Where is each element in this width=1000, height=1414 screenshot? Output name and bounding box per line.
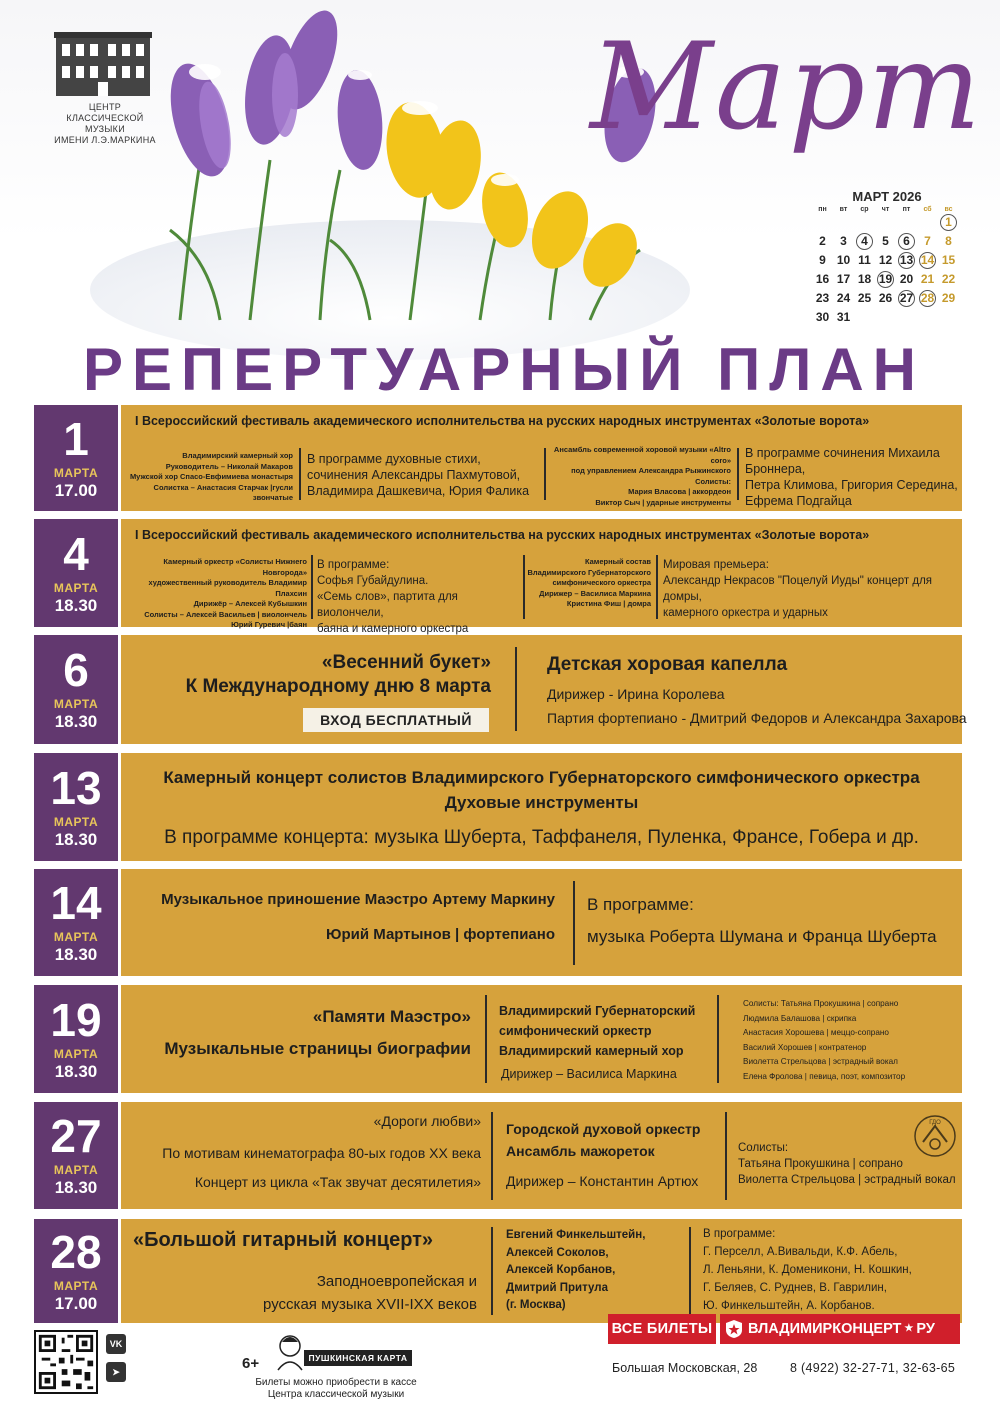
calendar-day-number: 17 <box>836 272 851 286</box>
divider <box>491 1112 493 1200</box>
event-title: «Весенний букет» <box>321 652 491 673</box>
event-time: 18.30 <box>54 595 98 615</box>
performer-line: художественный руководитель Владимир Плахсин <box>148 578 307 598</box>
ensemble-line: Ансамбль мажореток <box>506 1143 655 1159</box>
event-row <box>34 869 962 976</box>
event-time: 18.30 <box>54 1061 98 1081</box>
phone: 8 (4922) 32-27-71, 32-63-65 <box>790 1361 956 1375</box>
conductor: Дирижер – Василиса Маркина <box>501 1067 677 1081</box>
performer-line: Алексей Соколов, <box>506 1246 609 1259</box>
calendar-weekday: вт <box>839 206 848 213</box>
soloist-line: Людмила Балашова | скрипка <box>743 1013 857 1023</box>
divider <box>689 1227 691 1315</box>
calendar-day-number: 1 <box>940 214 957 231</box>
calendar-day-number: 8 <box>945 234 952 248</box>
performer-line: под управлением Александра Рыжинского <box>571 466 731 475</box>
event-content <box>121 635 967 744</box>
orchestra-emblem-icon <box>911 1112 959 1160</box>
ensembles <box>499 1001 699 1061</box>
calendar-day-number: 16 <box>815 272 830 286</box>
event-day: 19 <box>50 993 102 1046</box>
performer-line: Владимирского Губернаторского <box>527 567 651 577</box>
calendar-day-number: 3 <box>840 234 847 248</box>
divider <box>717 995 719 1083</box>
calendar-day <box>812 289 833 308</box>
tickets-banner[interactable] <box>608 1314 960 1344</box>
program-line: Г. Перселл, А.Вивальди, К.Ф. Абель, <box>703 1246 898 1258</box>
soloist-line: Василий Хорошев | контратенор <box>743 1042 867 1052</box>
calendar-day <box>875 289 896 308</box>
qr-code-icon[interactable] <box>34 1330 98 1394</box>
conductor: Дирижер - Ирина Королева <box>547 686 725 702</box>
calendar-day-number: 22 <box>941 272 956 286</box>
program-line: Владимира Дашкевича, Юрия Фалика <box>307 484 530 498</box>
calendar-day <box>833 213 854 232</box>
calendar-title: МАРТ 2026 <box>852 189 922 204</box>
calendar-day <box>917 251 938 270</box>
calendar-day <box>938 289 959 308</box>
left-program <box>307 451 537 499</box>
soloist-line: Татьяна Прокушкина | сопрано <box>738 1158 903 1170</box>
crocus-flowers-image <box>110 0 670 340</box>
site-domain: РУ <box>916 1321 935 1337</box>
calendar-day-number: 7 <box>924 234 931 248</box>
event-month: МАРТА <box>53 580 99 595</box>
calendar-day <box>896 213 917 232</box>
program-line: Ю. Финкельштейн, А. Корбанов. <box>703 1300 875 1312</box>
event-date <box>34 869 118 976</box>
event-content <box>121 405 962 511</box>
divider <box>544 448 546 500</box>
event-time: 18.30 <box>54 945 98 964</box>
soloist-line: Солисты: <box>738 1142 789 1154</box>
event-content <box>121 519 962 635</box>
calendar-day-number: 14 <box>920 253 935 267</box>
event-month: МАРТА <box>53 697 99 711</box>
calendar-day <box>938 251 959 270</box>
telegram-icon[interactable]: ➤ <box>106 1362 126 1382</box>
calendar-weekday: чт <box>881 206 890 213</box>
performer-line: Дмитрий Притула <box>506 1281 608 1294</box>
plan-title: РЕПЕРТУАРНЫЙ ПЛАН <box>83 336 925 403</box>
performer-line: Ансамбль современной хоровой музыки «Altro coro» <box>553 445 731 465</box>
festival-header: I Всероссийский фестиваль академического исполнительства на русских народных инструментах «Золотые ворота» <box>135 528 870 542</box>
performer-line: (г. Москва) <box>506 1299 566 1311</box>
event-content <box>121 753 962 861</box>
event-content <box>121 1102 962 1209</box>
calendar-day <box>854 308 875 327</box>
festival-header: I Всероссийский фестиваль академического исполнительства на русских народных инструментах «Золотые ворота» <box>135 414 870 428</box>
calendar-day-number: 19 <box>878 272 893 286</box>
event-row <box>34 405 962 511</box>
event-title: «Большой гитарный концерт» <box>133 1229 434 1251</box>
event-date <box>34 753 118 861</box>
event-month: МАРТА <box>53 1046 99 1061</box>
calendar-day-number: 20 <box>899 272 914 286</box>
piano-part: Партия фортепиано - Дмитрий Федоров и Александра Захарова <box>547 710 967 726</box>
building-icon <box>54 26 152 98</box>
calendar-day-number: 5 <box>882 234 889 248</box>
event-time: 18.30 <box>54 712 98 731</box>
calendar-day <box>938 308 959 327</box>
ensemble-line: Владимирский Губернаторский <box>499 1004 696 1018</box>
calendar-day-number: 11 <box>858 253 871 267</box>
event-program <box>703 1225 963 1315</box>
event-time: 17.00 <box>54 1293 98 1313</box>
program-line: Александр Некрасов "Поцелуй Иуды" концерт для домры, <box>663 575 933 603</box>
program-line: Ефрема Подгайца <box>745 494 852 508</box>
event-date <box>34 405 118 511</box>
divider <box>573 881 575 965</box>
performer-line: Дирижёр – Алексей Кубышкин <box>193 599 307 608</box>
event-title: Музыкальное приношение Маэстро Артему Маркину <box>161 891 555 908</box>
event-subtitle: По мотивам кинематографа 80-ых годов XX века <box>162 1145 481 1161</box>
calendar-day-number: 9 <box>819 253 826 267</box>
calendar-day <box>812 232 833 251</box>
divider <box>656 555 658 619</box>
event-date <box>34 1102 118 1209</box>
star-icon: ★ <box>904 1323 914 1334</box>
pushkin-card-logo <box>264 1328 414 1372</box>
calendar-day <box>875 232 896 251</box>
program-line: Мировая премьера: <box>663 559 769 571</box>
performer-line: Камерный оркестр «Солисты Нижнего Новгорода» <box>163 557 307 577</box>
soloists <box>743 997 963 1084</box>
divider <box>299 448 301 500</box>
calendar-day <box>896 270 917 289</box>
program-label: В программе: <box>587 895 694 914</box>
month-title: Март <box>590 18 984 157</box>
calendar-day <box>875 251 896 270</box>
ensemble-name: Детская хоровая капелла <box>547 654 788 675</box>
event-subtitle: Духовые инструменты <box>444 793 639 812</box>
program-line: «Семь слов», партита для виолончели, <box>317 591 458 619</box>
performer-line: Солисты: <box>695 476 731 486</box>
left-performers <box>127 451 293 504</box>
social-icons <box>106 1334 128 1390</box>
program-line: В программе духовные стихи, <box>307 452 481 466</box>
calendar-day <box>938 270 959 289</box>
event-day: 6 <box>63 644 89 696</box>
event-row <box>34 1219 962 1323</box>
event-day: 1 <box>63 412 89 465</box>
free-entry-badge: ВХОД БЕСПЛАТНЫЙ <box>303 708 489 732</box>
right-performers <box>525 557 651 610</box>
event-day: 28 <box>50 1225 102 1278</box>
calendar-day-number: 13 <box>899 253 914 267</box>
calendar-day <box>875 270 896 289</box>
age-limit: 6+ <box>242 1355 260 1372</box>
divider <box>515 647 517 731</box>
event-title: «Дороги любви» <box>373 1113 481 1129</box>
logo-text <box>50 102 160 146</box>
event-date <box>34 985 118 1093</box>
event-day: 13 <box>50 761 102 814</box>
calendar-day-number: 2 <box>819 234 826 248</box>
event-program: В программе концерта: музыка Шуберта, Таффанеля, Пуленка, Франсе, Гобера и др. <box>164 827 919 848</box>
performer-line: Евгений Финкельштейн, <box>506 1229 646 1241</box>
event-date <box>34 519 118 627</box>
event-row <box>34 1102 962 1209</box>
program-line: В программе: <box>703 1228 776 1240</box>
event-subtitle-2: русская музыка XVII-IXX веков <box>263 1296 477 1313</box>
calendar-day <box>854 232 875 251</box>
calendar-day <box>896 289 917 308</box>
ensemble-line: симфонический оркестр <box>499 1024 652 1038</box>
calendar-day <box>833 232 854 251</box>
calendar-day <box>812 308 833 327</box>
performers <box>506 1227 686 1315</box>
performer-line: Юрий Гуревич |баян <box>231 620 307 629</box>
event-subtitle: К Международному дню 8 марта <box>185 676 491 697</box>
event-month: МАРТА <box>53 814 99 829</box>
soloist-line: Анастасия Хорошева | меццо-сопрано <box>743 1028 889 1037</box>
event-row <box>34 985 962 1093</box>
calendar-day <box>875 308 896 327</box>
calendar-day <box>875 213 896 232</box>
event-title: «Памяти Маэстро» <box>312 1007 471 1026</box>
performer-line: Виктор Сыч | ударные инструменты <box>595 497 731 507</box>
calendar-day <box>917 270 938 289</box>
calendar-day-number: 23 <box>815 291 830 305</box>
pushkin-card-label: ПУШКИНСКАЯ КАРТА <box>304 1350 412 1366</box>
event-day: 27 <box>50 1110 102 1162</box>
calendar-day <box>812 270 833 289</box>
calendar-day <box>917 289 938 308</box>
performer-line: симфонического оркестра <box>552 578 651 587</box>
calendar-day <box>833 270 854 289</box>
event-month: МАРТА <box>53 1278 99 1293</box>
event-day: 14 <box>50 877 102 929</box>
calendar-day-number: 30 <box>815 310 830 324</box>
event-subtitle: Музыкальные страницы биографии <box>164 1039 471 1058</box>
vk-icon[interactable]: VK <box>106 1334 126 1354</box>
soloist-line: Елена Фролова | певица, поэт, композитор <box>743 1071 906 1081</box>
logo <box>50 26 170 146</box>
divider <box>311 555 313 619</box>
event-date <box>34 1219 118 1323</box>
divider <box>725 1112 727 1200</box>
performer-line: Алексей Корбанов, <box>506 1264 616 1276</box>
calendar-day-number: 4 <box>856 233 873 250</box>
site-link[interactable] <box>720 1314 960 1344</box>
calendar-day <box>854 289 875 308</box>
calendar-day <box>854 270 875 289</box>
event-date <box>34 635 118 744</box>
calendar-day <box>938 232 959 251</box>
left-performers <box>127 557 307 631</box>
emblem-text: ГДО <box>929 1120 941 1126</box>
performer: Юрий Мартынов | фортепиано <box>326 926 555 943</box>
calendar-day-number: 27 <box>899 291 914 305</box>
program-line: Г. Беляев, С. Руднев, В. Гаврилин, <box>703 1282 887 1294</box>
divider <box>485 995 487 1083</box>
right-program <box>663 557 963 621</box>
event-title: Камерный концерт солистов Владимирского Губернаторского симфонического оркестра <box>163 768 920 787</box>
event-month: МАРТА <box>53 465 99 480</box>
calendar-day-number: 15 <box>941 253 956 267</box>
event-subtitle: Заподноевропейская и <box>316 1273 477 1290</box>
program-line: сочинения Александры Пахмутовой, <box>307 468 521 482</box>
calendar-day <box>917 308 938 327</box>
calendar-day <box>854 251 875 270</box>
event-row <box>34 635 967 744</box>
performer-line: Мария Власова | аккордеон <box>628 487 731 496</box>
address: Большая Московская, 28 <box>612 1361 758 1375</box>
site-name: ВЛАДИМИРКОНЦЕРТ <box>748 1321 902 1337</box>
performer-line: Солисты – Алексей Васильев | виолончель <box>144 609 307 619</box>
performer-line: Руководитель – Николай Макаров <box>165 461 293 471</box>
calendar-weekday: пт <box>902 206 911 213</box>
performer-line: Мужской хор Спасо-Евфимиева монастыря <box>129 472 293 481</box>
calendar-weekday: пн <box>818 206 827 213</box>
program-line: камерного оркестра и ударных <box>663 607 828 619</box>
calendar-day <box>917 213 938 232</box>
event-program: музыка Роберта Шумана и Франца Шуберта <box>587 927 937 946</box>
calendar-day-number: 28 <box>920 291 935 305</box>
calendar-day <box>833 289 854 308</box>
program-line: В программе: <box>317 559 390 571</box>
calendar-day-number: 21 <box>920 272 935 286</box>
program-line: баяна и камерного оркестра <box>317 623 469 635</box>
calendar-day <box>938 213 959 232</box>
mini-calendar <box>812 189 962 327</box>
calendar-day <box>917 232 938 251</box>
calendar-weekday: ср <box>860 206 869 213</box>
event-time: 17.00 <box>54 480 98 500</box>
event-cycle: Концерт из цикла «Так звучат десятилетия» <box>194 1174 481 1190</box>
event-month: МАРТА <box>53 930 99 944</box>
event-content <box>121 985 962 1093</box>
performer-line: Дирижер – Василиса Маркина <box>539 588 651 598</box>
program-line: Софья Губайдулина. <box>317 575 429 587</box>
calendar-day <box>854 213 875 232</box>
soloist-line: Виолетта Стрельцова | эстрадный вокал <box>738 1174 956 1186</box>
calendar-day <box>812 213 833 232</box>
calendar-day-number: 18 <box>857 272 872 286</box>
event-day: 4 <box>63 527 89 580</box>
program-line: Петра Климова, Григория Середина, <box>745 478 958 492</box>
program-line: В программе сочинения Михаила Броннера, <box>745 446 940 476</box>
performer-line: Камерный состав <box>584 557 651 566</box>
calendar-day <box>896 308 917 327</box>
performer-line: Владимирский камерный хор <box>182 451 293 460</box>
calendar-day-number: 12 <box>878 253 893 267</box>
right-program <box>745 445 965 509</box>
calendar-day <box>812 251 833 270</box>
divider <box>491 1227 493 1315</box>
ensemble-line: Владимирский камерный хор <box>499 1044 684 1058</box>
star-shield-icon <box>720 1314 748 1344</box>
event-time: 18.30 <box>54 1178 98 1197</box>
logo-line2: ИМЕНИ Л.Э.МАРКИНА <box>54 135 156 145</box>
performer-line: Солистка – Анастасия Старчак |гусли звончатые <box>153 482 293 502</box>
calendar-weekday: сб <box>923 206 932 213</box>
calendar-day <box>896 251 917 270</box>
calendar-day-number: 26 <box>878 291 893 305</box>
ensemble-line: Городской духовой оркестр <box>506 1121 701 1137</box>
left-program <box>317 557 517 637</box>
calendar-day-number: 31 <box>836 310 851 324</box>
divider <box>737 448 739 500</box>
calendar-day <box>833 251 854 270</box>
calendar-day-number: 6 <box>898 233 915 250</box>
calendar-day <box>896 232 917 251</box>
calendar-grid <box>812 206 962 327</box>
event-row <box>34 519 962 635</box>
right-performers <box>551 445 731 508</box>
logo-line1: ЦЕНТР КЛАССИЧЕСКОЙ МУЗЫКИ <box>66 102 144 134</box>
calendar-day-number: 10 <box>836 253 851 267</box>
program-line: Л. Леньяни, К. Доменикони, Н. Кошкин, <box>703 1264 912 1276</box>
event-content <box>121 869 962 976</box>
soloist-line: Солисты: Татьяна Прокушкина | сопрано <box>743 999 899 1008</box>
all-tickets-label[interactable]: ВСЕ БИЛЕТЫ <box>608 1314 716 1344</box>
performer-line: Кристина Фиш | домра <box>566 599 651 608</box>
event-content <box>121 1219 962 1323</box>
calendar-day-number: 24 <box>836 291 851 305</box>
event-time: 18.30 <box>54 829 98 849</box>
event-month: МАРТА <box>53 1163 99 1177</box>
conductor: Дирижер – Константин Артюх <box>506 1173 699 1189</box>
calendar-day <box>833 308 854 327</box>
calendar-day-number: 29 <box>941 291 956 305</box>
calendar-day-number: 25 <box>857 291 872 305</box>
calendar-weekday: вс <box>944 206 953 213</box>
ensembles <box>506 1118 726 1162</box>
event-row <box>34 753 962 861</box>
soloist-line: Виолетта Стрельцова | эстрадный вокал <box>743 1057 898 1066</box>
tickets-note: Билеты можно приобрести в кассе Центра классической музыки <box>255 1377 417 1400</box>
